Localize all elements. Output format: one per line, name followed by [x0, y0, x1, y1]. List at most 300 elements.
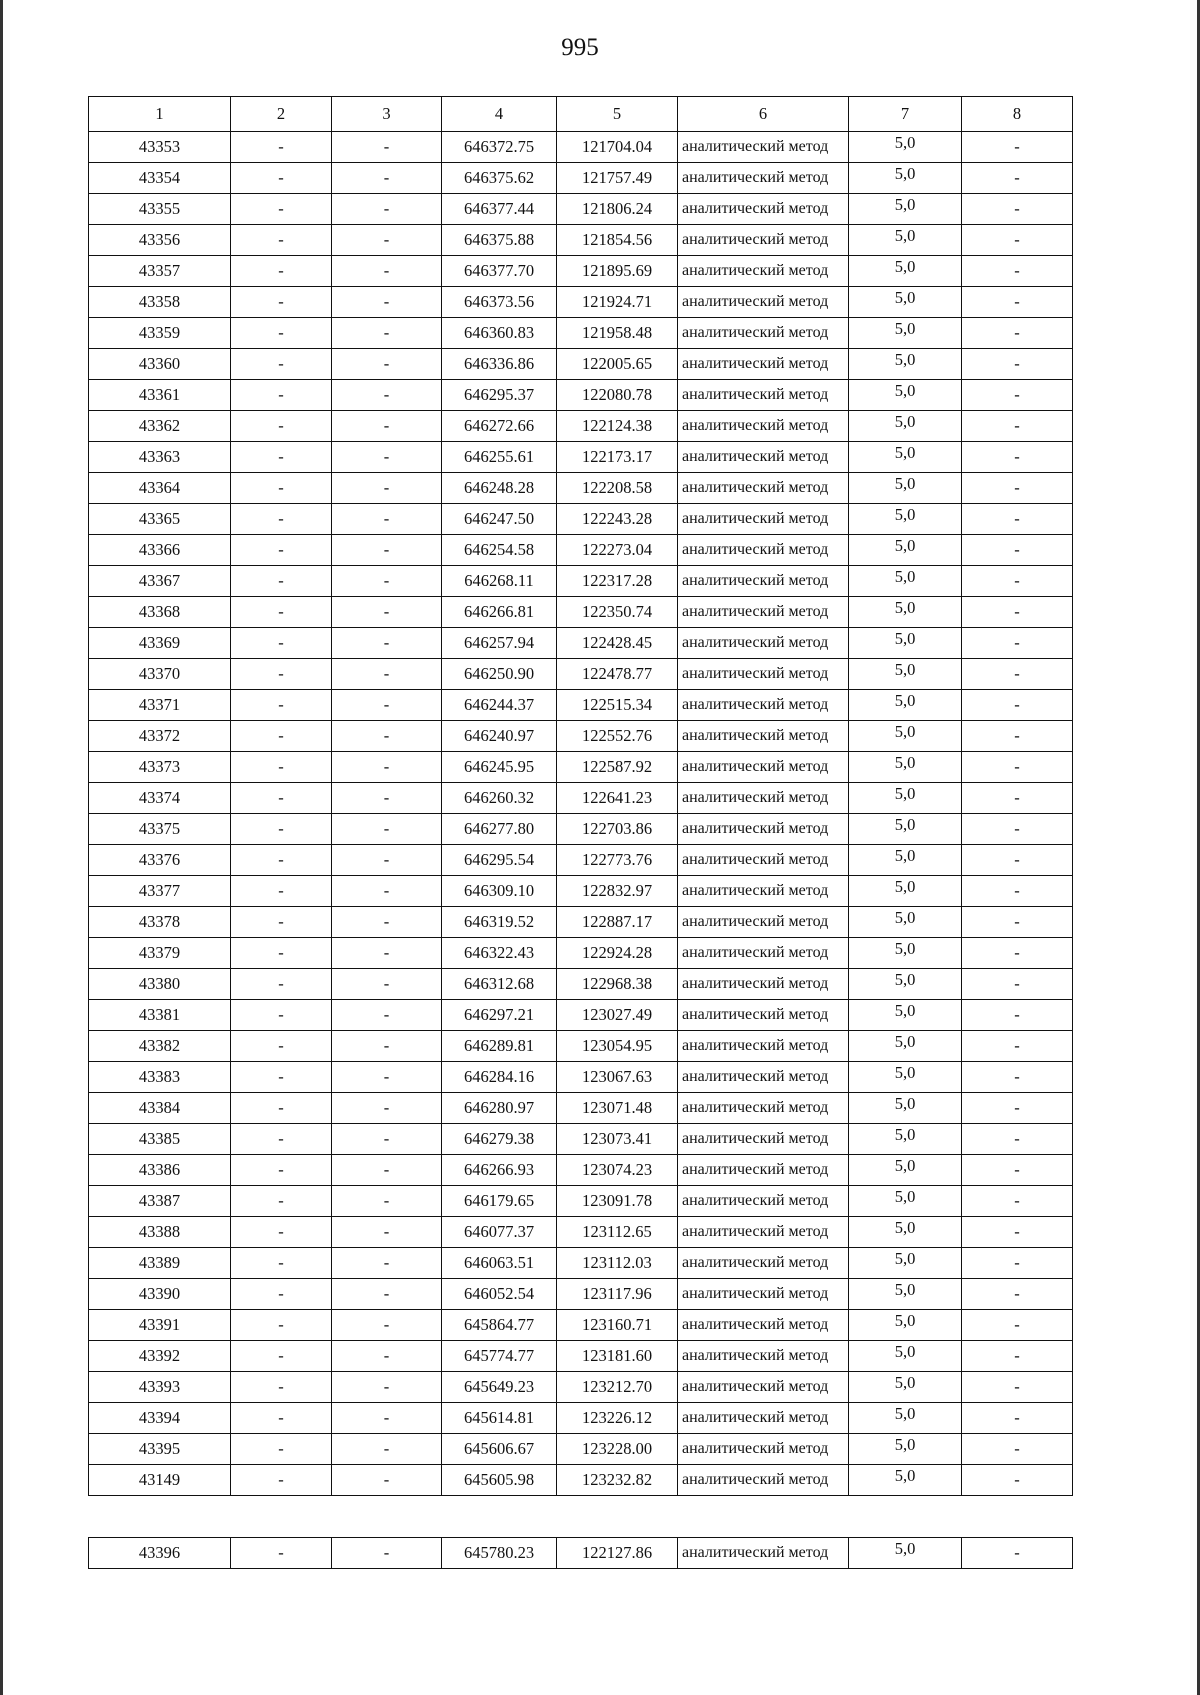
cell-col-4: 646266.81 — [442, 597, 557, 628]
cell-col-5: 121854.56 — [557, 225, 678, 256]
column-header-2: 2 — [231, 97, 332, 132]
cell-col-7: 5,0 — [849, 473, 962, 504]
table-row — [89, 504, 1073, 535]
table-row — [89, 132, 1073, 163]
cell-col-5: 122968.38 — [557, 969, 678, 1000]
cell-col-5: 122173.17 — [557, 442, 678, 473]
table-row — [89, 1434, 1073, 1465]
cell-col-8: - — [962, 132, 1073, 163]
cell-col-2: - — [231, 597, 332, 628]
cell-col-8: - — [962, 349, 1073, 380]
cell-col-5: 122080.78 — [557, 380, 678, 411]
cell-col-5: 122478.77 — [557, 659, 678, 690]
cell-col-3: - — [332, 1465, 442, 1496]
cell-col-6: аналитический метод — [678, 628, 849, 659]
cell-col-3: - — [332, 1248, 442, 1279]
cell-col-2: - — [231, 256, 332, 287]
cell-col-4: 646336.86 — [442, 349, 557, 380]
cell-col-8: - — [962, 938, 1073, 969]
cell-col-4: 645614.81 — [442, 1403, 557, 1434]
cell-col-5: 122208.58 — [557, 473, 678, 504]
cell-col-7: 5,0 — [849, 1031, 962, 1062]
cell-col-6: аналитический метод — [678, 1465, 849, 1496]
additional-point-table — [88, 1537, 1073, 1569]
table-row — [89, 907, 1073, 938]
cell-col-1: 43383 — [89, 1062, 231, 1093]
cell-col-1: 43358 — [89, 287, 231, 318]
cell-col-4: 645605.98 — [442, 1465, 557, 1496]
cell-col-2: - — [231, 659, 332, 690]
cell-col-5: 121704.04 — [557, 132, 678, 163]
table-row — [89, 1465, 1073, 1496]
cell-col-5: 121924.71 — [557, 287, 678, 318]
cell-col-6: аналитический метод — [678, 876, 849, 907]
cell-col-5: 122243.28 — [557, 504, 678, 535]
cell-col-3: - — [332, 287, 442, 318]
cell-col-3: - — [332, 845, 442, 876]
cell-col-8: - — [962, 225, 1073, 256]
cell-col-4: 646179.65 — [442, 1186, 557, 1217]
cell-col-1: 43387 — [89, 1186, 231, 1217]
cell-col-5: 122127.86 — [557, 1538, 678, 1569]
cell-col-3: - — [332, 1186, 442, 1217]
cell-col-2: - — [231, 1186, 332, 1217]
cell-col-5: 123071.48 — [557, 1093, 678, 1124]
cell-col-2: - — [231, 1434, 332, 1465]
extra-table-row — [89, 1538, 1073, 1569]
cell-col-6: аналитический метод — [678, 132, 849, 163]
cell-col-5: 122428.45 — [557, 628, 678, 659]
cell-col-4: 646295.37 — [442, 380, 557, 411]
cell-col-8: - — [962, 1186, 1073, 1217]
cell-col-3: - — [332, 225, 442, 256]
cell-col-8: - — [962, 1155, 1073, 1186]
table-row — [89, 287, 1073, 318]
cell-col-6: аналитический метод — [678, 845, 849, 876]
cell-col-3: - — [332, 783, 442, 814]
cell-col-5: 122587.92 — [557, 752, 678, 783]
cell-col-6: аналитический метод — [678, 1186, 849, 1217]
cell-col-3: - — [332, 380, 442, 411]
cell-col-5: 123073.41 — [557, 1124, 678, 1155]
cell-col-7: 5,0 — [849, 225, 962, 256]
table-row — [89, 1403, 1073, 1434]
cell-col-4: 646289.81 — [442, 1031, 557, 1062]
table-row — [89, 380, 1073, 411]
cell-col-7: 5,0 — [849, 752, 962, 783]
cell-col-3: - — [332, 969, 442, 1000]
cell-col-8: - — [962, 876, 1073, 907]
cell-col-4: 646247.50 — [442, 504, 557, 535]
table-row — [89, 1279, 1073, 1310]
cell-col-2: - — [231, 535, 332, 566]
cell-col-4: 645774.77 — [442, 1341, 557, 1372]
cell-col-4: 646260.32 — [442, 783, 557, 814]
table-row — [89, 318, 1073, 349]
cell-col-6: аналитический метод — [678, 1310, 849, 1341]
cell-col-1: 43353 — [89, 132, 231, 163]
cell-col-2: - — [231, 1062, 332, 1093]
cell-col-6: аналитический метод — [678, 721, 849, 752]
cell-col-8: - — [962, 473, 1073, 504]
cell-col-3: - — [332, 132, 442, 163]
cell-col-5: 122641.23 — [557, 783, 678, 814]
cell-col-6: аналитический метод — [678, 938, 849, 969]
cell-col-2: - — [231, 1279, 332, 1310]
cell-col-8: - — [962, 628, 1073, 659]
cell-col-7: 5,0 — [849, 194, 962, 225]
cell-col-8: - — [962, 566, 1073, 597]
cell-col-3: - — [332, 1217, 442, 1248]
cell-col-5: 122317.28 — [557, 566, 678, 597]
cell-col-4: 646255.61 — [442, 442, 557, 473]
cell-col-3: - — [332, 1434, 442, 1465]
cell-col-1: 43365 — [89, 504, 231, 535]
cell-col-1: 43363 — [89, 442, 231, 473]
cell-col-2: - — [231, 225, 332, 256]
table-row — [89, 1248, 1073, 1279]
cell-col-6: аналитический метод — [678, 1000, 849, 1031]
cell-col-4: 646240.97 — [442, 721, 557, 752]
cell-col-7: 5,0 — [849, 814, 962, 845]
cell-col-5: 123091.78 — [557, 1186, 678, 1217]
cell-col-3: - — [332, 1031, 442, 1062]
table-row — [89, 783, 1073, 814]
cell-col-5: 122005.65 — [557, 349, 678, 380]
cell-col-7: 5,0 — [849, 1434, 962, 1465]
table-row — [89, 876, 1073, 907]
cell-col-1: 43395 — [89, 1434, 231, 1465]
cell-col-4: 646377.44 — [442, 194, 557, 225]
cell-col-5: 122552.76 — [557, 721, 678, 752]
cell-col-2: - — [231, 1538, 332, 1569]
cell-col-7: 5,0 — [849, 1465, 962, 1496]
cell-col-2: - — [231, 380, 332, 411]
table-row — [89, 938, 1073, 969]
cell-col-4: 646375.88 — [442, 225, 557, 256]
cell-col-7: 5,0 — [849, 132, 962, 163]
table-row — [89, 411, 1073, 442]
cell-col-6: аналитический метод — [678, 1248, 849, 1279]
cell-col-2: - — [231, 628, 332, 659]
cell-col-8: - — [962, 442, 1073, 473]
cell-col-7: 5,0 — [849, 690, 962, 721]
table-row — [89, 628, 1073, 659]
cell-col-1: 43364 — [89, 473, 231, 504]
cell-col-7: 5,0 — [849, 411, 962, 442]
cell-col-2: - — [231, 1372, 332, 1403]
cell-col-7: 5,0 — [849, 938, 962, 969]
cell-col-3: - — [332, 628, 442, 659]
cell-col-2: - — [231, 1217, 332, 1248]
table-row — [89, 1155, 1073, 1186]
cell-col-3: - — [332, 1310, 442, 1341]
cell-col-1: 43355 — [89, 194, 231, 225]
cell-col-5: 121895.69 — [557, 256, 678, 287]
cell-col-1: 43380 — [89, 969, 231, 1000]
table-header-row — [89, 97, 1073, 132]
cell-col-1: 43357 — [89, 256, 231, 287]
cell-col-8: - — [962, 318, 1073, 349]
cell-col-3: - — [332, 814, 442, 845]
cell-col-3: - — [332, 411, 442, 442]
cell-col-4: 646077.37 — [442, 1217, 557, 1248]
cell-col-4: 645606.67 — [442, 1434, 557, 1465]
cell-col-3: - — [332, 1155, 442, 1186]
cell-col-1: 43374 — [89, 783, 231, 814]
cell-col-5: 123117.96 — [557, 1279, 678, 1310]
cell-col-5: 122703.86 — [557, 814, 678, 845]
cell-col-4: 646248.28 — [442, 473, 557, 504]
cell-col-3: - — [332, 907, 442, 938]
cell-col-1: 43368 — [89, 597, 231, 628]
cell-col-2: - — [231, 1310, 332, 1341]
cell-col-8: - — [962, 535, 1073, 566]
cell-col-3: - — [332, 1000, 442, 1031]
cell-col-6: аналитический метод — [678, 752, 849, 783]
cell-col-8: - — [962, 1217, 1073, 1248]
cell-col-2: - — [231, 721, 332, 752]
cell-col-2: - — [231, 938, 332, 969]
cell-col-3: - — [332, 1062, 442, 1093]
cell-col-6: аналитический метод — [678, 442, 849, 473]
cell-col-4: 646295.54 — [442, 845, 557, 876]
cell-col-6: аналитический метод — [678, 1155, 849, 1186]
cell-col-6: аналитический метод — [678, 535, 849, 566]
cell-col-8: - — [962, 1124, 1073, 1155]
table-row — [89, 752, 1073, 783]
cell-col-4: 646372.75 — [442, 132, 557, 163]
cell-col-4: 646322.43 — [442, 938, 557, 969]
table-row — [89, 690, 1073, 721]
cell-col-5: 123067.63 — [557, 1062, 678, 1093]
cell-col-2: - — [231, 1093, 332, 1124]
cell-col-8: - — [962, 1465, 1073, 1496]
cell-col-2: - — [231, 969, 332, 1000]
cell-col-1: 43379 — [89, 938, 231, 969]
cell-col-8: - — [962, 287, 1073, 318]
cell-col-8: - — [962, 1434, 1073, 1465]
cell-col-4: 646309.10 — [442, 876, 557, 907]
cell-col-8: - — [962, 1093, 1073, 1124]
cell-col-4: 646319.52 — [442, 907, 557, 938]
cell-col-8: - — [962, 814, 1073, 845]
cell-col-2: - — [231, 1403, 332, 1434]
cell-col-3: - — [332, 1372, 442, 1403]
cell-col-6: аналитический метод — [678, 1093, 849, 1124]
cell-col-8: - — [962, 659, 1073, 690]
cell-col-7: 5,0 — [849, 1310, 962, 1341]
table-row — [89, 659, 1073, 690]
cell-col-4: 646360.83 — [442, 318, 557, 349]
cell-col-7: 5,0 — [849, 1538, 962, 1569]
cell-col-3: - — [332, 535, 442, 566]
cell-col-8: - — [962, 1341, 1073, 1372]
cell-col-2: - — [231, 907, 332, 938]
cell-col-8: - — [962, 1538, 1073, 1569]
cell-col-3: - — [332, 938, 442, 969]
cell-col-3: - — [332, 1124, 442, 1155]
cell-col-8: - — [962, 411, 1073, 442]
cell-col-3: - — [332, 597, 442, 628]
cell-col-5: 122124.38 — [557, 411, 678, 442]
column-header-1: 1 — [89, 97, 231, 132]
cell-col-5: 123054.95 — [557, 1031, 678, 1062]
cell-col-1: 43378 — [89, 907, 231, 938]
table-row — [89, 225, 1073, 256]
table-row — [89, 1031, 1073, 1062]
cell-col-1: 43149 — [89, 1465, 231, 1496]
column-header-7: 7 — [849, 97, 962, 132]
cell-col-1: 43382 — [89, 1031, 231, 1062]
cell-col-2: - — [231, 442, 332, 473]
cell-col-7: 5,0 — [849, 566, 962, 597]
cell-col-3: - — [332, 194, 442, 225]
table-row — [89, 194, 1073, 225]
cell-col-7: 5,0 — [849, 628, 962, 659]
cell-col-1: 43360 — [89, 349, 231, 380]
cell-col-6: аналитический метод — [678, 690, 849, 721]
cell-col-3: - — [332, 690, 442, 721]
cell-col-1: 43386 — [89, 1155, 231, 1186]
cell-col-7: 5,0 — [849, 1062, 962, 1093]
cell-col-3: - — [332, 876, 442, 907]
cell-col-2: - — [231, 814, 332, 845]
cell-col-1: 43393 — [89, 1372, 231, 1403]
cell-col-4: 646254.58 — [442, 535, 557, 566]
cell-col-2: - — [231, 1124, 332, 1155]
cell-col-5: 123074.23 — [557, 1155, 678, 1186]
cell-col-5: 121757.49 — [557, 163, 678, 194]
cell-col-2: - — [231, 132, 332, 163]
cell-col-3: - — [332, 504, 442, 535]
table-row — [89, 597, 1073, 628]
cell-col-8: - — [962, 1000, 1073, 1031]
cell-col-8: - — [962, 1403, 1073, 1434]
cell-col-7: 5,0 — [849, 1341, 962, 1372]
cell-col-6: аналитический метод — [678, 287, 849, 318]
cell-col-6: аналитический метод — [678, 1062, 849, 1093]
cell-col-2: - — [231, 287, 332, 318]
column-header-4: 4 — [442, 97, 557, 132]
cell-col-7: 5,0 — [849, 1217, 962, 1248]
cell-col-1: 43369 — [89, 628, 231, 659]
cell-col-1: 43391 — [89, 1310, 231, 1341]
column-header-6: 6 — [678, 97, 849, 132]
table-row — [89, 1093, 1073, 1124]
cell-col-6: аналитический метод — [678, 1217, 849, 1248]
cell-col-6: аналитический метод — [678, 318, 849, 349]
cell-col-1: 43388 — [89, 1217, 231, 1248]
table-row — [89, 1000, 1073, 1031]
column-header-5: 5 — [557, 97, 678, 132]
cell-col-5: 122924.28 — [557, 938, 678, 969]
table-row — [89, 349, 1073, 380]
cell-col-6: аналитический метод — [678, 1434, 849, 1465]
table-row — [89, 845, 1073, 876]
cell-col-6: аналитический метод — [678, 473, 849, 504]
cell-col-7: 5,0 — [849, 876, 962, 907]
cell-col-6: аналитический метод — [678, 1031, 849, 1062]
cell-col-7: 5,0 — [849, 721, 962, 752]
cell-col-8: - — [962, 752, 1073, 783]
cell-col-6: аналитический метод — [678, 225, 849, 256]
cell-col-4: 646284.16 — [442, 1062, 557, 1093]
cell-col-7: 5,0 — [849, 287, 962, 318]
cell-col-1: 43361 — [89, 380, 231, 411]
table-row — [89, 969, 1073, 1000]
cell-col-7: 5,0 — [849, 1403, 962, 1434]
cell-col-4: 646266.93 — [442, 1155, 557, 1186]
cell-col-2: - — [231, 163, 332, 194]
cell-col-6: аналитический метод — [678, 1403, 849, 1434]
cell-col-2: - — [231, 566, 332, 597]
table-row — [89, 1372, 1073, 1403]
table-row — [89, 1217, 1073, 1248]
cell-col-4: 646297.21 — [442, 1000, 557, 1031]
cell-col-1: 43376 — [89, 845, 231, 876]
cell-col-2: - — [231, 318, 332, 349]
cell-col-1: 43370 — [89, 659, 231, 690]
cell-col-2: - — [231, 783, 332, 814]
cell-col-6: аналитический метод — [678, 783, 849, 814]
cell-col-1: 43392 — [89, 1341, 231, 1372]
cell-col-5: 122887.17 — [557, 907, 678, 938]
cell-col-8: - — [962, 907, 1073, 938]
table-row — [89, 814, 1073, 845]
cell-col-8: - — [962, 256, 1073, 287]
cell-col-1: 43356 — [89, 225, 231, 256]
cell-col-4: 646245.95 — [442, 752, 557, 783]
additional-table-body — [89, 1538, 1073, 1569]
table-body — [89, 132, 1073, 1496]
cell-col-1: 43385 — [89, 1124, 231, 1155]
cell-col-5: 122773.76 — [557, 845, 678, 876]
cell-col-8: - — [962, 1062, 1073, 1093]
cell-col-4: 646052.54 — [442, 1279, 557, 1310]
cell-col-2: - — [231, 752, 332, 783]
cell-col-7: 5,0 — [849, 1186, 962, 1217]
cell-col-1: 43366 — [89, 535, 231, 566]
scan-edge-left — [0, 0, 3, 1695]
cell-col-8: - — [962, 1031, 1073, 1062]
cell-col-7: 5,0 — [849, 1093, 962, 1124]
cell-col-5: 122273.04 — [557, 535, 678, 566]
cell-col-8: - — [962, 1310, 1073, 1341]
cell-col-3: - — [332, 1403, 442, 1434]
cell-col-2: - — [231, 1341, 332, 1372]
cell-col-7: 5,0 — [849, 659, 962, 690]
cell-col-4: 646375.62 — [442, 163, 557, 194]
cell-col-5: 123027.49 — [557, 1000, 678, 1031]
cell-col-2: - — [231, 1248, 332, 1279]
cell-col-2: - — [231, 504, 332, 535]
cell-col-8: - — [962, 721, 1073, 752]
cell-col-3: - — [332, 566, 442, 597]
cell-col-7: 5,0 — [849, 969, 962, 1000]
cell-col-5: 123232.82 — [557, 1465, 678, 1496]
cell-col-1: 43354 — [89, 163, 231, 194]
cell-col-8: - — [962, 783, 1073, 814]
cell-col-5: 123160.71 — [557, 1310, 678, 1341]
cell-col-4: 646268.11 — [442, 566, 557, 597]
table-row — [89, 566, 1073, 597]
cell-col-5: 122515.34 — [557, 690, 678, 721]
cell-col-6: аналитический метод — [678, 256, 849, 287]
cell-col-4: 646272.66 — [442, 411, 557, 442]
cell-col-4: 646250.90 — [442, 659, 557, 690]
cell-col-8: - — [962, 504, 1073, 535]
